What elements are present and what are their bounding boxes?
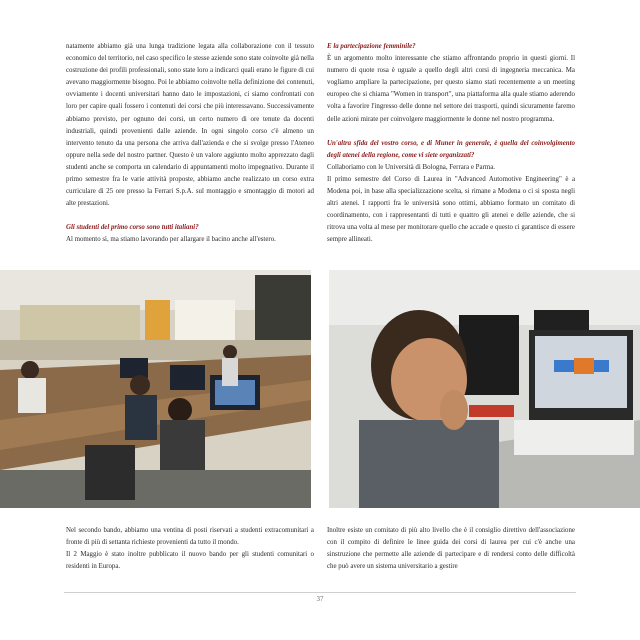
interview-answer: Il primo semestre del Corso di Laurea in "Advanced Automotive Engineering" è a Modena poi, in base alla specializzazione scelta, si rimane a Modena o ci si sposta negli altri atenei. I rapporti fra le università sono ottimi, abbiamo formato un comitato di coordinamento, con i rappresentanti di tutti e quattro gli atenei e delle aziende, che si ritrova una volta al mese per monitorare quello che accade e questo ci garantisce di essere sempre allineati. — [327, 175, 575, 244]
interview-question: Gli studenti del primo corso sono tutti italiani? — [66, 224, 199, 232]
body-paragraph: Nel secondo bando, abbiamo una ventina di posti riservati a studenti extracomunitari a fronte di più di settanta richieste provenienti da tutto il mondo. — [66, 527, 314, 547]
classroom-illustration — [0, 270, 311, 508]
body-paragraph: natamente abbiamo già una lunga tradizione legata alla collaborazione con il tessuto economico del territorio, nel caso specifico le stesse aziende sono state coinvolte già nella costruzione dei profili professionali, sono state loro a indicarci quali erano le figure di cui avevano maggiormente bisogno. Poi le abbiamo coinvolte nella definizione dei contenuti, ovviamente i docenti universitari hanno dato le impostazioni, ci siamo confrontati con loro per capire quali fossero i contenuti dei corsi che più interessavano. Successivamente abbiamo previsto, per ognuno dei corsi, un certo numero di ore tenute da docenti industriali, quindi provenienti dalle aziende. In ogni singolo corso c'è almeno un intervento tenuto da una persona che arriva dall'azienda e che si svolge presso l'Ateneo oppure nella sede del nostro partner. Questo è un valore aggiunto molto apprezzato dagli studenti anche se comporta un calendario di appuntamenti molto impegnativo. Durante il primo semestre fra le varie attività proposte, abbiamo anche realizzato un corso extra curriculare di 25 ore presso la Ferrari S.p.A. sul montaggio e smontaggio di motori ad alte prestazioni. — [66, 43, 314, 208]
interview-answer: È un argomento molto interessante che stiamo affrontando proprio in questi giorni. Il numero di quote rosa è uguale a quello degli altri corsi di ingegneria meccanica. Ma vogliamo ampliare la partecipazione, per questo siamo stati recentemente a un meeting europeo che si chiama "Women in transport", una piattaforma alla quale stiamo aderendo volta a favorire l'ingresso delle donne nel settore dei trasporti, quindi sicuramente faremo delle azioni mirate per coinvolgere maggiormente le donne nel nostro programma. — [327, 55, 575, 123]
paragraph-gap — [327, 126, 575, 138]
student-photo — [329, 270, 640, 508]
interview-question: Un'altra sfida del vostro corso, e di Muner in generale, è quella del coinvolgimento degli atenei della regione, come vi siete organizzati? — [327, 139, 575, 159]
interview-answer: Collaboriamo con le Università di Bologna, Ferrara e Parma. — [327, 163, 496, 171]
text-column-top-left — [66, 41, 314, 247]
paragraph-gap — [66, 210, 314, 222]
interview-question: E la partecipazione femminile? — [327, 43, 416, 50]
footer-divider — [64, 592, 576, 593]
text-column-bottom-left — [66, 525, 314, 573]
text-column-top-right — [327, 41, 575, 247]
interview-answer: Al momento sì, ma stiamo lavorando per allargare il bacino anche all'estero. — [66, 236, 276, 244]
text-column-bottom-right — [327, 525, 575, 573]
body-paragraph: Il 2 Maggio è stato inoltre pubblicato il nuovo bando per gli studenti comunitari o residenti in Europa. — [66, 551, 314, 571]
classroom-photo — [0, 270, 311, 508]
body-paragraph: Inoltre esiste un comitato di più alto livello che è il consiglio direttivo dell'associazione con il compito di definire le linee guida dei corsi di laurea per cui c'è anche una sinstruzione che permette alle aziende di partecipare e di rendersi conto delle difficoltà che può avere un sistema universitario a gestire — [327, 527, 575, 571]
page-number: 37 — [316, 595, 324, 603]
student-illustration — [329, 270, 640, 508]
